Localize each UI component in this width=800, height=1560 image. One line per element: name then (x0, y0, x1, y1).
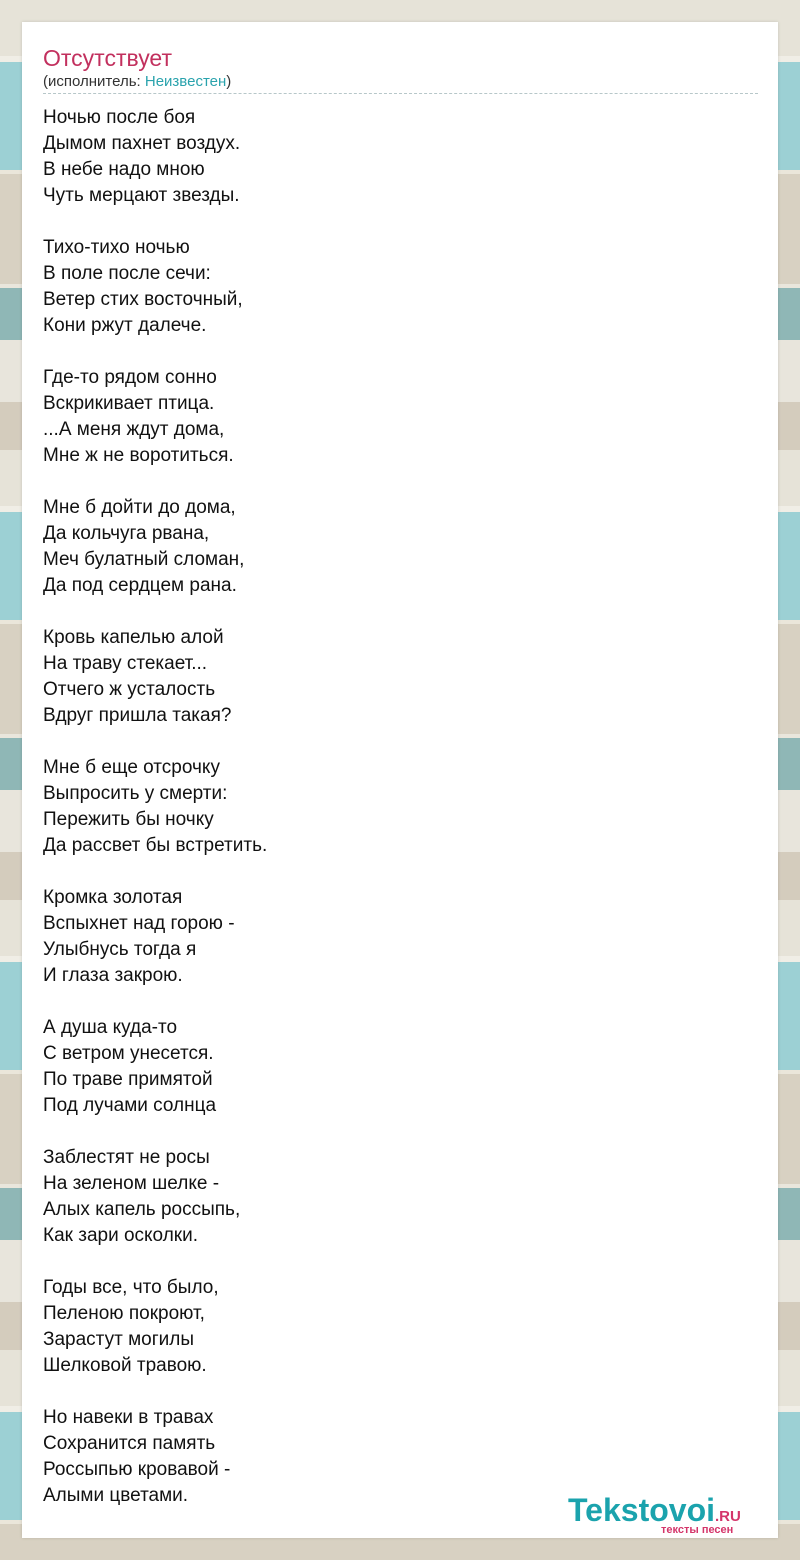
lyrics-line: На зеленом шелке - (43, 1173, 220, 1194)
lyrics-line: По траве примятой (43, 1069, 213, 1090)
logo-tld: .RU (715, 1508, 741, 1525)
lyrics-line: И глаза закрою. (43, 965, 183, 986)
lyrics-line: Да под сердцем рана. (43, 575, 237, 596)
logo-name: Tekstovoi (568, 1492, 715, 1528)
lyrics-line: Шелковой травою. (43, 1355, 207, 1376)
lyrics-line: Мне б дойти до дома, (43, 497, 236, 518)
lyrics-stanza (43, 1145, 758, 1249)
lyrics-stanza (43, 235, 758, 339)
lyrics-stanza (43, 625, 758, 729)
lyrics-line: Мне б еще отсрочку (43, 757, 220, 778)
lyrics-text (43, 105, 758, 1535)
lyrics-line: Вдруг пришла такая? (43, 705, 232, 726)
lyrics-line: Но навеки в травах (43, 1407, 214, 1428)
lyrics-line: Вспыхнет над горою - (43, 913, 235, 934)
lyrics-line: Россыпью кровавой - (43, 1459, 231, 1480)
lyrics-card (22, 22, 778, 1538)
artist-suffix: ) (226, 73, 232, 90)
lyrics-stanza (43, 105, 758, 209)
lyrics-line: Мне ж не воротиться. (43, 445, 234, 466)
site-logo[interactable] (568, 1492, 778, 1536)
lyrics-line: Ночью после боя (43, 107, 196, 128)
lyrics-stanza (43, 755, 758, 859)
lyrics-line: Пеленою покроют, (43, 1303, 205, 1324)
lyrics-line: В небе надо мною (43, 159, 205, 180)
lyrics-line: Кромка золотая (43, 887, 183, 908)
lyrics-line: С ветром унесется. (43, 1043, 214, 1064)
lyrics-line: Дымом пахнет воздух. (43, 133, 241, 154)
lyrics-line: Кони ржут далече. (43, 315, 207, 336)
lyrics-stanza (43, 885, 758, 989)
lyrics-line: Отчего ж усталость (43, 679, 216, 700)
lyrics-stanza (43, 365, 758, 469)
lyrics-line: Ветер стих восточный, (43, 289, 243, 310)
song-title: Отсутствует (43, 45, 172, 71)
lyrics-stanza (43, 495, 758, 599)
lyrics-line: Улыбнусь тогда я (43, 939, 197, 960)
artist-line (43, 73, 231, 91)
lyrics-line: Сохранится память (43, 1433, 216, 1454)
lyrics-line: Пережить бы ночку (43, 809, 214, 830)
lyrics-line: Вскрикивает птица. (43, 393, 215, 414)
lyrics-line: Тихо-тихо ночью (43, 237, 190, 258)
lyrics-line: Где-то рядом сонно (43, 367, 217, 388)
lyrics-line: ...А меня ждут дома, (43, 419, 225, 440)
lyrics-line: Алых капель россыпь, (43, 1199, 241, 1220)
lyrics-line: Годы все, что было, (43, 1277, 219, 1298)
lyrics-line: Заблестят не росы (43, 1147, 210, 1168)
lyrics-line: Да кольчуга рвана, (43, 523, 210, 544)
lyrics-line: Чуть мерцают звезды. (43, 185, 240, 206)
lyrics-line: Выпросить у смерти: (43, 783, 228, 804)
lyrics-line: Да рассвет бы встретить. (43, 835, 268, 856)
lyrics-line: Зарастут могилы (43, 1329, 194, 1350)
lyrics-line: Алыми цветами. (43, 1485, 189, 1506)
lyrics-line: Как зари осколки. (43, 1225, 198, 1246)
lyrics-line: Кровь капелью алой (43, 627, 224, 648)
lyrics-line: А душа куда-то (43, 1017, 178, 1038)
lyrics-stanza (43, 1275, 758, 1379)
artist-prefix: (исполнитель: (43, 73, 145, 90)
artist-link[interactable]: Неизвестен (144, 73, 227, 90)
lyrics-stanza (43, 1015, 758, 1119)
lyrics-line: В поле после сечи: (43, 263, 211, 284)
lyrics-line: Меч булатный сломан, (43, 549, 245, 570)
logo-tagline: тексты песен (661, 1524, 734, 1536)
title-divider (43, 93, 758, 94)
lyrics-line: На траву стекает... (43, 653, 208, 674)
lyrics-line: Под лучами солнца (43, 1095, 217, 1116)
